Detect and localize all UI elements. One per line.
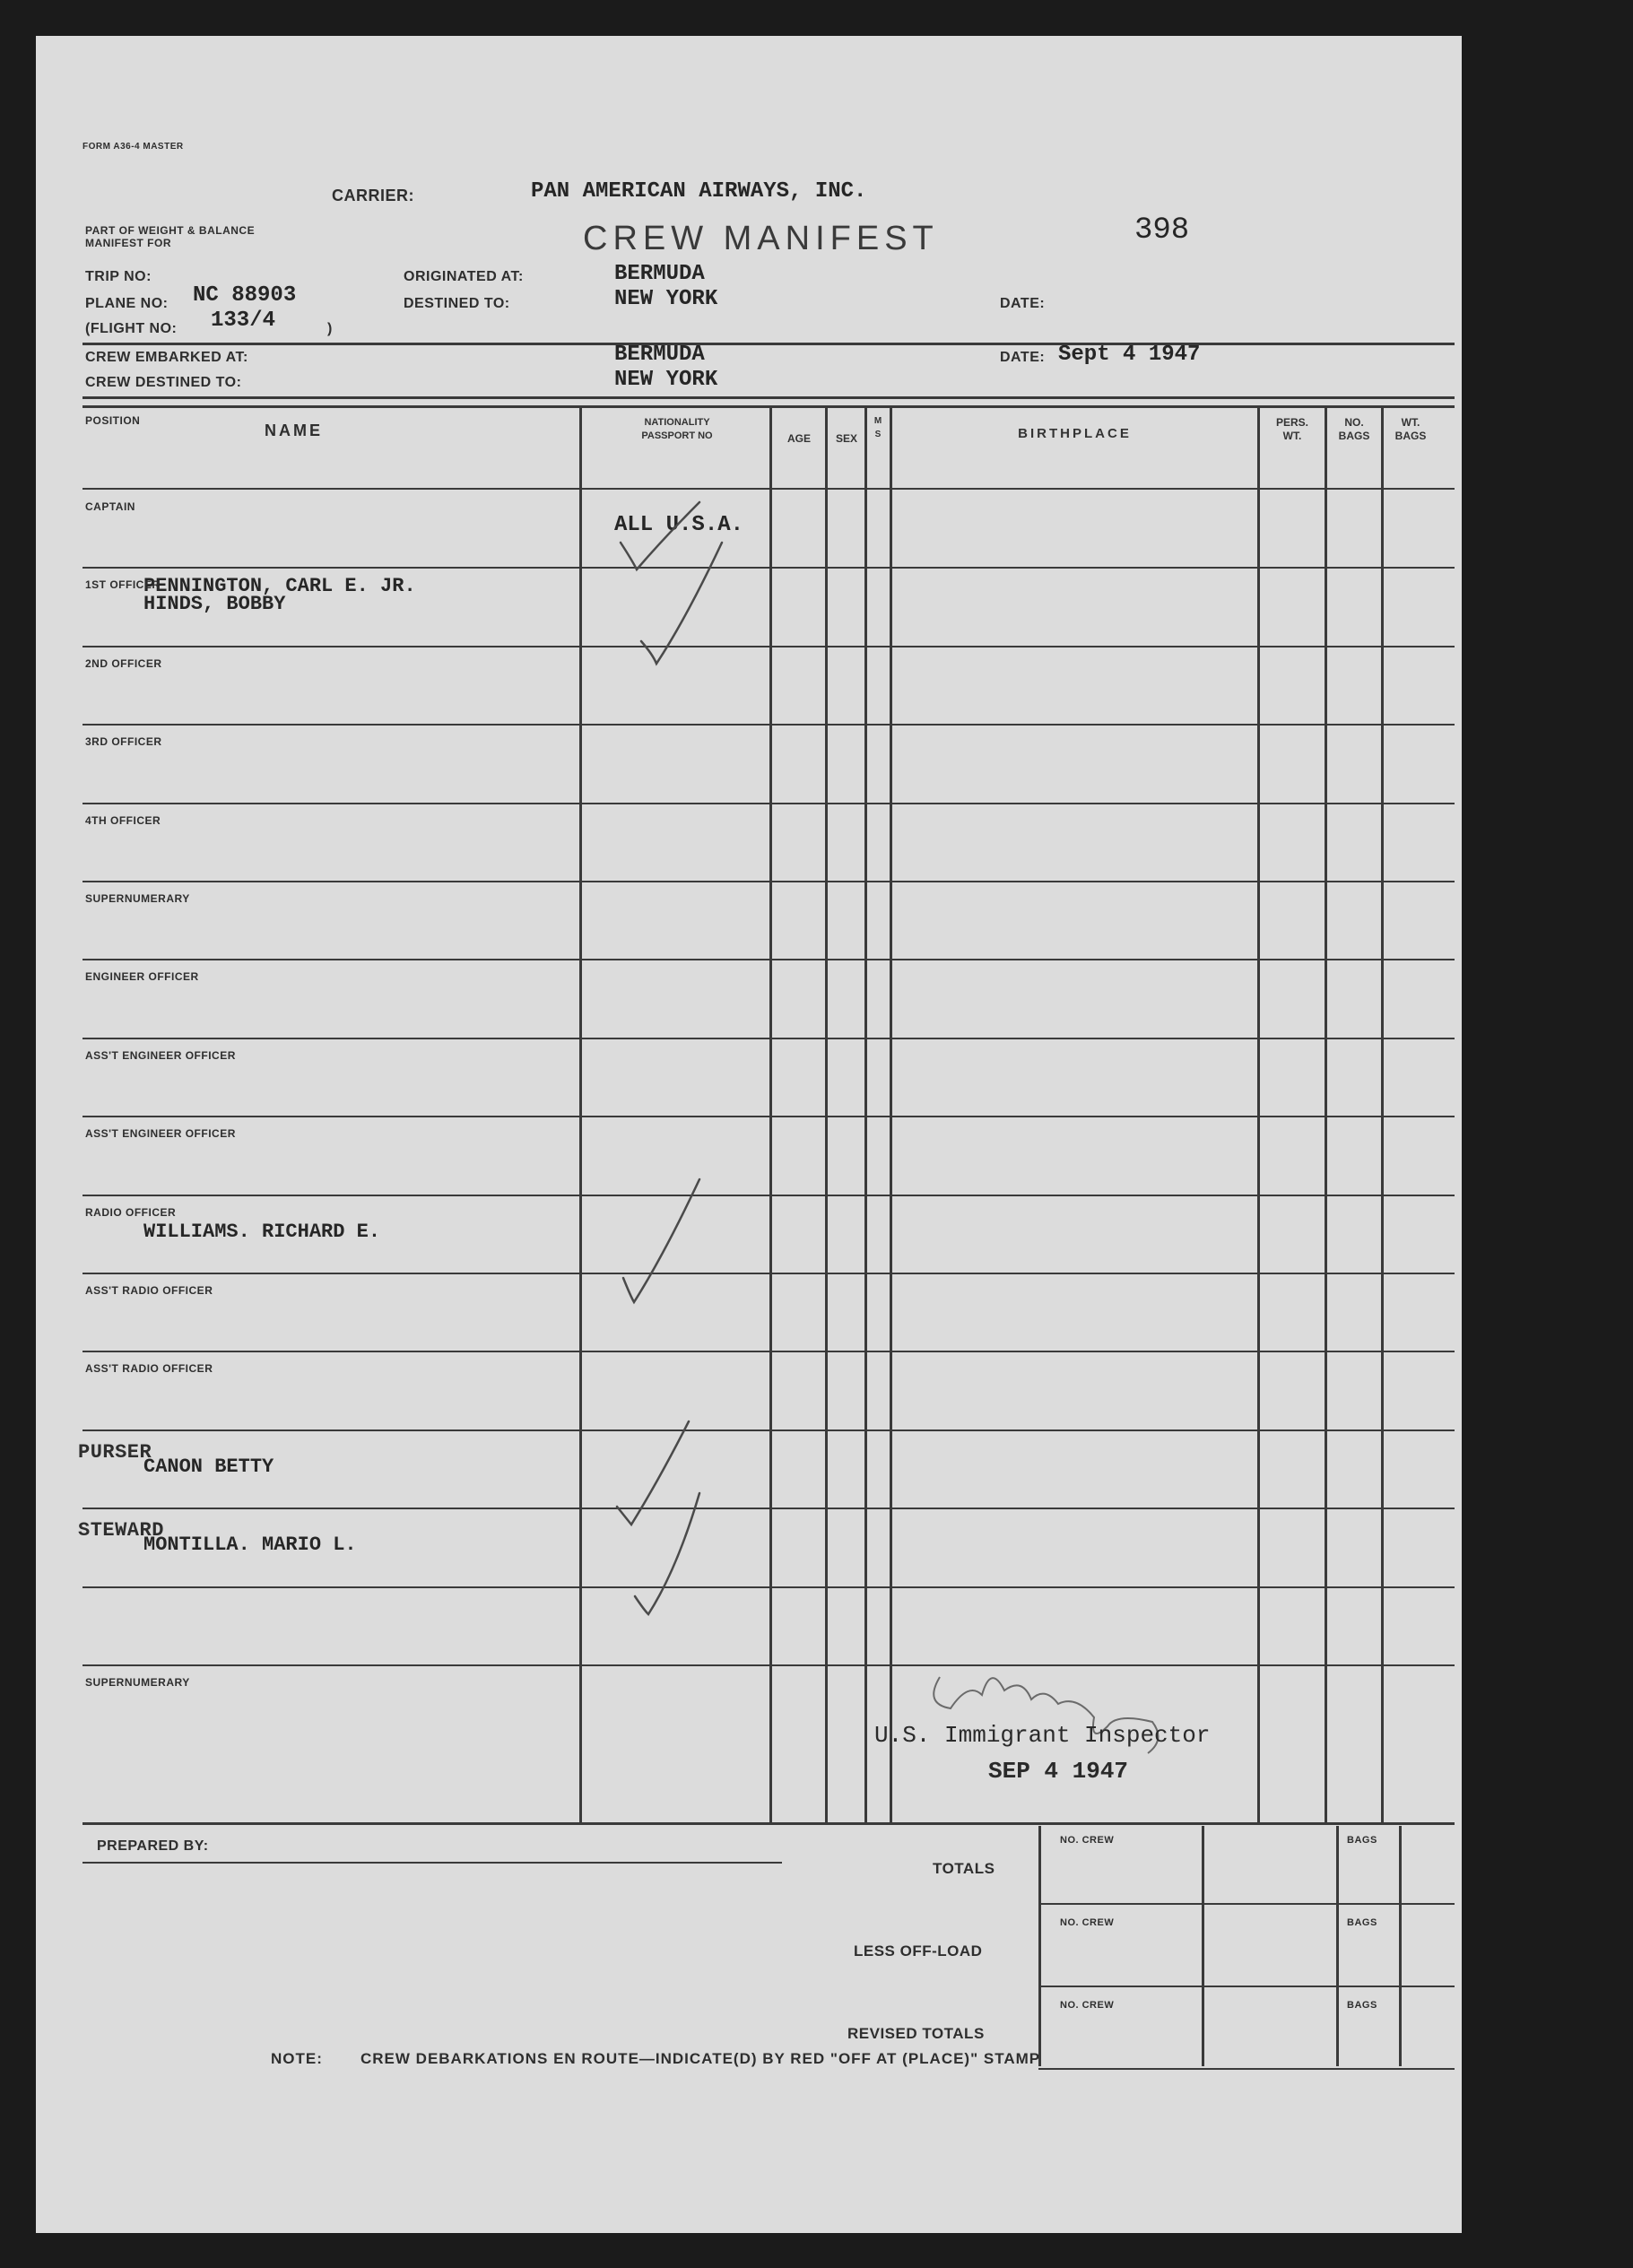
check-mark	[621, 502, 699, 569]
check-mark	[641, 543, 722, 664]
row-name: WILLIAMS. RICHARD E.	[143, 1220, 381, 1243]
plane-no-label: PLANE NO:	[85, 296, 169, 311]
prepared-by-line	[83, 1862, 782, 1864]
col-nationality-line-2: PASSPORT NO	[641, 430, 713, 441]
totals-rule	[1038, 2068, 1455, 2070]
col-no-bags-line-1: NO.	[1344, 416, 1364, 429]
totals-rule	[1038, 1903, 1455, 1905]
totals-divider	[1202, 1826, 1204, 2066]
row-position: 2ND OFFICER	[85, 656, 162, 670]
crew-destined-value: NEW YORK	[614, 368, 718, 392]
inspector-stamp: U.S. Immigrant Inspector	[874, 1722, 1211, 1749]
crew-embarked-label: CREW EMBARKED AT:	[85, 350, 248, 365]
note-label: NOTE:	[271, 2050, 323, 2067]
row-position: 1ST OFFICER	[85, 578, 161, 592]
row-name: CANON BETTY	[143, 1455, 274, 1478]
row-position: 4TH OFFICER	[85, 813, 161, 827]
col-position: POSITION	[85, 414, 141, 427]
nationality-note: ALL U.S.A.	[614, 513, 744, 537]
flight-no-value: 133/4	[211, 308, 276, 333]
col-sex: SEX	[835, 432, 857, 445]
row-name: PENNINGTON, CARL E. JR.	[143, 575, 416, 597]
totals-bags-label: BAGS	[1347, 1835, 1377, 1846]
trip-no-label: TRIP NO:	[85, 269, 152, 284]
form-id: FORM A36-4 MASTER	[83, 142, 184, 152]
col-ms-line-2: S	[874, 430, 882, 439]
row-position: SUPERNUMERARY	[85, 1676, 190, 1689]
totals-bags-label: BAGS	[1347, 1917, 1377, 1928]
row-name: HINDS, BOBBY	[143, 593, 286, 616]
flight-no-close: )	[327, 321, 333, 336]
check-mark	[623, 1179, 699, 1302]
col-pers-wt-line-2: WT.	[1282, 430, 1302, 442]
manifest-number: 398	[1134, 213, 1190, 248]
row-position: ASS'T ENGINEER OFFICER	[85, 1127, 236, 1141]
totals-bags-label: BAGS	[1347, 2000, 1377, 2011]
totals-label: TOTALS	[933, 1860, 995, 1877]
totals-divider	[1399, 1826, 1402, 2066]
col-name: NAME	[265, 421, 323, 439]
totals-rule	[1038, 1986, 1455, 1987]
prepared-by-label: PREPARED BY:	[97, 1838, 209, 1854]
carrier-value: PAN AMERICAN AIRWAYS, INC.	[531, 179, 867, 204]
totals-crew-label: NO. CREW	[1060, 1835, 1115, 1846]
totals-crew-label: NO. CREW	[1060, 1917, 1115, 1928]
col-wt-bags-line-1: WT.	[1401, 416, 1420, 429]
date-label-2: DATE:	[1000, 350, 1046, 365]
stamp-date: SEP 4 1947	[988, 1758, 1129, 1785]
manifest-sheet	[36, 36, 1462, 2233]
destined-value: NEW YORK	[614, 287, 718, 311]
row-position: ASS'T RADIO OFFICER	[85, 1362, 213, 1376]
check-mark	[617, 1421, 689, 1525]
totals-divider	[1038, 1826, 1041, 2066]
crew-destined-label: CREW DESTINED TO:	[85, 375, 242, 390]
col-no-bags-line-2: BAGS	[1338, 430, 1370, 442]
row-position: SUPERNUMERARY	[85, 892, 190, 905]
destined-label: DESTINED TO:	[404, 296, 510, 311]
row-name: MONTILLA. MARIO L.	[143, 1534, 357, 1557]
date-label-1: DATE:	[1000, 296, 1046, 311]
row-position: 3RD OFFICER	[85, 735, 162, 749]
row-position: ASS'T RADIO OFFICER	[85, 1284, 213, 1297]
col-ms-line-1: M	[873, 416, 882, 426]
row-position: ASS'T ENGINEER OFFICER	[85, 1048, 236, 1062]
totals-label: REVISED TOTALS	[847, 2025, 985, 2042]
row-position: PURSER	[78, 1440, 152, 1464]
col-pers-wt-line-1: PERS.	[1275, 416, 1308, 429]
form-title: CREW MANIFEST	[583, 220, 939, 257]
col-wt-bags-line-2: BAGS	[1394, 430, 1427, 442]
flight-no-label: (FLIGHT NO:	[85, 321, 178, 336]
col-nationality-line-1: NATIONALITY	[644, 417, 710, 428]
originated-label: ORIGINATED AT:	[404, 269, 524, 284]
col-age: AGE	[786, 432, 811, 445]
row-position: RADIO OFFICER	[85, 1205, 177, 1219]
weight-balance-line-2: MANIFEST FOR	[85, 237, 171, 249]
plane-no-value: NC 88903	[193, 283, 297, 308]
totals-label: LESS OFF-LOAD	[854, 1942, 983, 1960]
originated-value: BERMUDA	[614, 262, 705, 286]
row-position: CAPTAIN	[85, 500, 135, 513]
carrier-label: CARRIER:	[332, 187, 414, 204]
row-position: ENGINEER OFFICER	[85, 970, 199, 984]
crew-embarked-value: BERMUDA	[614, 343, 705, 367]
col-birthplace: BIRTHPLACE	[1018, 426, 1132, 441]
note-text: CREW DEBARKATIONS EN ROUTE—INDICATE(D) BY RED "OFF AT (PLACE)" STAMP	[360, 2050, 1041, 2067]
totals-divider	[1336, 1826, 1339, 2066]
totals-crew-label: NO. CREW	[1060, 2000, 1115, 2011]
check-mark	[635, 1493, 699, 1614]
weight-balance-line-1: PART OF WEIGHT & BALANCE	[85, 224, 256, 237]
date-value-2: Sept 4 1947	[1058, 343, 1201, 367]
row-position: STEWARD	[78, 1519, 164, 1542]
